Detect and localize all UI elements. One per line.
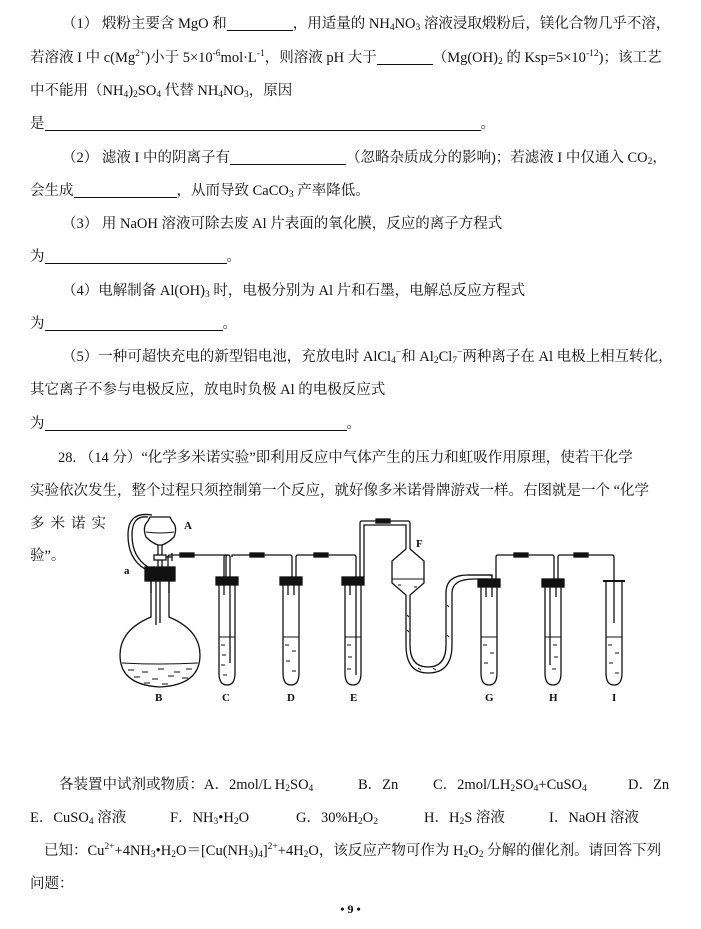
label-c: C: [222, 692, 230, 704]
text: 2+: [267, 842, 278, 852]
text: 实验依次发生，整个过程只须控制第一个反应，就好像多米诺骨牌游戏一样。右图就是一个 “化学: [30, 483, 650, 499]
reagents-line-1: [59, 775, 313, 795]
text: −: [457, 348, 463, 358]
text: 和 Al: [401, 349, 434, 365]
text: F．: [170, 810, 193, 826]
text: 3: [415, 23, 421, 33]
text: 会生成: [30, 183, 74, 199]
text: ]: [262, 843, 268, 859]
label-a-lower: a: [124, 565, 130, 577]
text: O: [468, 843, 479, 859]
text: E．: [30, 810, 54, 826]
text: NO: [394, 16, 416, 32]
text: 问题：: [30, 876, 74, 892]
text: 。: [226, 249, 241, 265]
text: Zn: [382, 777, 399, 793]
text: −: [395, 348, 402, 358]
text: 各装置中试剂或物质：: [59, 777, 204, 793]
text: 4: [533, 784, 539, 794]
text: NH: [192, 810, 214, 826]
text: ，从而导致 CaCO: [176, 183, 289, 199]
q1-line-4: [30, 114, 495, 134]
text: O，该反应产物可作为 H: [308, 843, 464, 859]
text: SO: [290, 777, 309, 793]
text: •H: [155, 843, 172, 859]
q28-line-1: [58, 448, 633, 468]
reagent-d: [628, 775, 669, 795]
tube-g: [478, 579, 500, 685]
text: 时，电极分别为 Al 片和石墨，电解总反应方程式: [209, 283, 526, 299]
reagent-i: [549, 808, 639, 828]
reagent-e: [30, 808, 126, 828]
text: NaOH 溶液: [568, 810, 639, 826]
tube-d: [280, 577, 302, 685]
text: 为: [30, 416, 45, 432]
text: SO: [137, 83, 157, 99]
text: 产率降低。: [293, 183, 370, 199]
q28-line-2: [30, 481, 649, 501]
text: 4: [88, 817, 94, 827]
text: ，用适量的 NH: [292, 16, 390, 32]
text: 2mol/LH: [457, 777, 511, 793]
text: H．: [424, 810, 449, 826]
label-h: H: [549, 692, 558, 704]
text: 2: [510, 784, 516, 794]
text: +4H: [277, 843, 304, 859]
q5-line-2: [30, 380, 385, 400]
text: 3: [204, 290, 210, 300]
text: 2mol/L H: [228, 777, 286, 793]
page-number: • 9 •: [340, 902, 361, 916]
text: NO: [223, 83, 244, 99]
text: +CuSO: [538, 777, 583, 793]
text: （忽略杂质成分的影响)；若滤液 I 中仅通入 CO: [345, 150, 648, 166]
text: 为: [30, 316, 45, 332]
answer-blank-4[interactable]: [230, 149, 346, 165]
text: SO: [515, 777, 534, 793]
text: 4: [391, 356, 396, 366]
text: Cl: [438, 349, 453, 365]
text: •H: [218, 810, 234, 826]
tube-c: [216, 555, 238, 685]
text: -12: [585, 49, 599, 59]
text: （5）一种可超快充电的新型铝电池，充放电时 AlCl: [62, 349, 392, 365]
text: -1: [256, 49, 265, 59]
text: 为: [30, 249, 45, 265]
text: 两种离子在 Al 电极上相互转化，: [462, 349, 673, 365]
text: 3: [213, 817, 219, 827]
text: 。: [222, 316, 237, 332]
text: 的 Ksp=5×10: [502, 50, 586, 66]
text: 。: [480, 116, 495, 132]
text: 30%H: [320, 810, 359, 826]
domino-experiment-diagram: [118, 505, 638, 705]
q2-line-2: [30, 181, 370, 201]
label-f: F: [416, 538, 423, 550]
label-d: D: [287, 692, 295, 704]
q5-line-3: [30, 414, 361, 434]
answer-blank-7[interactable]: [45, 315, 223, 331]
text: A．: [204, 777, 229, 793]
text: )；该工艺: [598, 50, 662, 66]
text: 2: [497, 57, 503, 67]
tube-h: [542, 579, 564, 685]
text: 溶液: [93, 810, 127, 826]
text: -6: [212, 49, 221, 59]
answer-blank-1[interactable]: [227, 15, 293, 31]
text: 2: [463, 850, 469, 860]
text: B．: [358, 777, 383, 793]
text: （2） 滤液 I 中的阴离子有: [62, 150, 230, 166]
text: 3: [150, 850, 156, 860]
reagent-b: [358, 775, 398, 795]
text: 2: [647, 157, 653, 167]
text: 分解的催化剂。请回答下列: [483, 843, 662, 859]
tube-e: [342, 577, 364, 685]
q2-line-1: [62, 148, 667, 168]
text: （1） 煅粉主要含 MgO 和: [62, 16, 227, 32]
text: 3: [248, 850, 254, 860]
text: 2: [171, 850, 176, 860]
text: 2: [433, 356, 439, 366]
text: 4: [218, 90, 224, 100]
text: C．: [433, 777, 458, 793]
answer-blank-6[interactable]: [45, 248, 227, 264]
text: 是: [30, 116, 45, 132]
q4-line-1: [62, 281, 525, 301]
answer-blank-3[interactable]: [45, 115, 481, 131]
text: )小于 5×10: [145, 50, 213, 66]
text: 多米诺实: [30, 516, 112, 532]
text: 中不能用（NH: [30, 83, 124, 99]
text: （3） 用 NaOH 溶液可除去废 Al 片表面的氧化膜，反应的离子方程式: [62, 216, 503, 232]
reagent-g: [296, 808, 378, 828]
text: 4: [389, 23, 395, 33]
text: 4: [582, 784, 587, 794]
q5-line-1: [62, 347, 673, 367]
text: 2: [459, 817, 465, 827]
text: 2: [478, 850, 484, 860]
text: mol·L: [220, 50, 257, 66]
text: ): [128, 83, 134, 99]
text: Zn: [652, 777, 670, 793]
text: 3: [244, 90, 249, 100]
text: O＝[Cu(NH: [175, 843, 249, 859]
text: ，则溶液 pH 大于: [264, 50, 377, 66]
q4-line-2: [30, 314, 237, 334]
text: 2: [373, 817, 379, 827]
known-line-2: [30, 874, 74, 894]
text: 28. （14 分）“化学多米诺实验”即利用反应中气体产生的压力和虹吸作用原理，使若干化学: [58, 450, 633, 466]
text: 2: [358, 817, 363, 827]
text: S 溶液: [464, 810, 505, 826]
text: 4: [156, 90, 162, 100]
text: D．: [628, 777, 653, 793]
label-i: I: [612, 692, 617, 704]
text: 验”。: [30, 548, 66, 564]
q28-line-3: [30, 514, 112, 534]
text: 2+: [104, 842, 115, 852]
answer-blank-5[interactable]: [74, 182, 177, 198]
reagent-c: [433, 775, 587, 795]
text: O: [362, 810, 374, 826]
known-line-1: [44, 841, 661, 861]
q1-line-1: [62, 14, 670, 34]
text: ，原因: [248, 83, 293, 99]
text: 代替 NH: [161, 83, 219, 99]
text: 4: [258, 850, 263, 860]
text: 2: [233, 817, 239, 827]
text: 2: [133, 90, 138, 100]
text: 4: [123, 90, 129, 100]
flask-b: [120, 567, 200, 687]
q3-line-2: [30, 247, 241, 267]
text: ，: [652, 150, 667, 166]
q1-line-3: [30, 81, 292, 101]
text: +4NH: [114, 843, 151, 859]
text: （4）电解制备 Al(OH): [62, 283, 205, 299]
q1-line-2: [30, 48, 661, 68]
reagent-f: [170, 808, 249, 828]
q3-line-1: [62, 214, 502, 234]
answer-blank-8[interactable]: [45, 415, 347, 431]
text: CuSO: [53, 810, 89, 826]
q28-line-4: [30, 546, 65, 566]
label-e: E: [350, 692, 358, 704]
text: G．: [296, 810, 321, 826]
vessel-f: [392, 549, 488, 673]
text: 2: [303, 850, 309, 860]
label-a-upper: A: [184, 520, 192, 532]
text: 4: [308, 784, 314, 794]
text: 其它离子不参与电极反应，放电时负极 Al 的电极反应式: [30, 382, 386, 398]
text: 溶液浸取煅粉后，镁化合物几乎不溶，: [420, 16, 671, 32]
text: H: [448, 810, 460, 826]
reagent-h: [424, 808, 505, 828]
text: ): [253, 843, 259, 859]
text: （Mg(OH): [432, 50, 498, 66]
text: 3: [288, 190, 294, 200]
text: 若溶液 I 中 c(Mg: [30, 50, 136, 66]
text: I．: [549, 810, 569, 826]
text: 2+: [135, 49, 146, 59]
text: 7: [452, 356, 458, 366]
label-g: G: [485, 692, 494, 704]
text: 。: [346, 416, 361, 432]
answer-blank-2[interactable]: [377, 49, 433, 65]
text: 已知：Cu: [44, 843, 105, 859]
text: 2: [285, 784, 290, 794]
text: O: [238, 810, 250, 826]
label-b: B: [155, 692, 163, 704]
